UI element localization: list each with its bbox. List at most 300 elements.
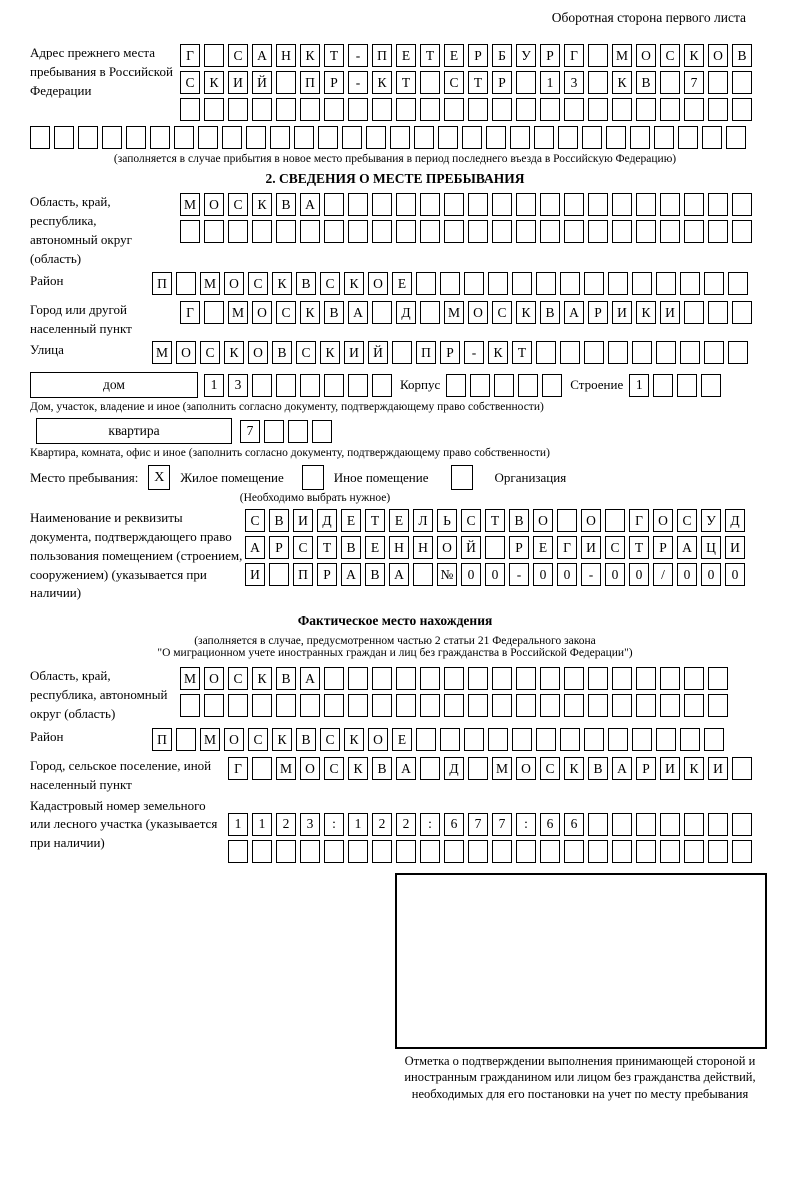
char-cell[interactable] [486, 126, 506, 149]
char-cell[interactable]: В [636, 71, 656, 94]
char-cell[interactable]: С [200, 341, 220, 364]
char-cell[interactable] [324, 220, 344, 243]
char-cell[interactable]: О [437, 536, 457, 559]
checkbox-zhiloe-pomeshchenie[interactable]: X [148, 465, 170, 490]
char-cell[interactable]: К [344, 728, 364, 751]
char-cell[interactable] [677, 374, 697, 397]
char-cell[interactable]: О [204, 193, 224, 216]
char-cell[interactable]: П [152, 728, 172, 751]
char-cell[interactable] [632, 728, 652, 751]
char-cell[interactable] [150, 126, 170, 149]
char-cell[interactable] [420, 98, 440, 121]
char-cell[interactable]: С [605, 536, 625, 559]
char-cell[interactable] [660, 98, 680, 121]
char-cell[interactable] [180, 220, 200, 243]
char-cell[interactable] [608, 341, 628, 364]
char-cell[interactable] [348, 220, 368, 243]
char-cell[interactable] [510, 126, 530, 149]
char-cell[interactable] [708, 193, 728, 216]
char-cell[interactable] [420, 757, 440, 780]
char-cell[interactable]: О [204, 667, 224, 690]
char-cell[interactable] [269, 563, 289, 586]
char-cell[interactable]: К [636, 301, 656, 324]
char-cell[interactable] [204, 98, 224, 121]
char-cell[interactable] [516, 193, 536, 216]
char-cell[interactable] [732, 757, 752, 780]
char-cell[interactable] [588, 840, 608, 863]
char-cell[interactable] [588, 694, 608, 717]
char-cell[interactable] [582, 126, 602, 149]
char-cell[interactable] [732, 220, 752, 243]
char-cell[interactable] [492, 694, 512, 717]
char-cell[interactable] [372, 840, 392, 863]
char-cell[interactable] [348, 98, 368, 121]
char-cell[interactable]: К [272, 728, 292, 751]
char-cell[interactable] [324, 374, 344, 397]
char-cell[interactable] [636, 98, 656, 121]
char-cell[interactable] [612, 220, 632, 243]
char-cell[interactable]: П [152, 272, 172, 295]
char-cell[interactable] [300, 374, 320, 397]
checkbox-organizatsiya[interactable] [451, 465, 473, 490]
char-cell[interactable]: О [252, 301, 272, 324]
char-cell[interactable]: Г [629, 509, 649, 532]
char-cell[interactable] [324, 840, 344, 863]
char-cell[interactable] [612, 840, 632, 863]
char-cell[interactable]: 0 [533, 563, 553, 586]
char-cell[interactable] [176, 272, 196, 295]
char-cell[interactable] [276, 220, 296, 243]
char-cell[interactable] [588, 44, 608, 67]
char-cell[interactable]: М [200, 272, 220, 295]
char-cell[interactable]: С [228, 193, 248, 216]
char-cell[interactable]: 1 [252, 813, 272, 836]
char-cell[interactable]: 1 [629, 374, 649, 397]
char-cell[interactable]: Р [653, 536, 673, 559]
char-cell[interactable] [372, 193, 392, 216]
char-cell[interactable]: К [612, 71, 632, 94]
char-cell[interactable]: У [516, 44, 536, 67]
char-cell[interactable]: Р [440, 341, 460, 364]
char-cell[interactable]: О [708, 44, 728, 67]
char-cell[interactable]: К [204, 71, 224, 94]
char-cell[interactable] [372, 98, 392, 121]
char-cell[interactable]: О [653, 509, 673, 532]
char-cell[interactable] [564, 220, 584, 243]
char-cell[interactable] [324, 98, 344, 121]
char-cell[interactable]: В [296, 272, 316, 295]
char-cell[interactable] [534, 126, 554, 149]
char-cell[interactable]: О [224, 728, 244, 751]
char-cell[interactable] [660, 840, 680, 863]
char-cell[interactable] [372, 220, 392, 243]
char-cell[interactable] [324, 193, 344, 216]
char-cell[interactable] [468, 694, 488, 717]
char-cell[interactable] [420, 694, 440, 717]
char-cell[interactable] [228, 694, 248, 717]
char-cell[interactable] [684, 667, 704, 690]
char-cell[interactable]: Е [341, 509, 361, 532]
char-cell[interactable] [588, 71, 608, 94]
char-cell[interactable] [704, 272, 724, 295]
char-cell[interactable]: В [588, 757, 608, 780]
char-cell[interactable]: И [293, 509, 313, 532]
char-cell[interactable]: - [464, 341, 484, 364]
char-cell[interactable] [252, 757, 272, 780]
char-cell[interactable]: К [300, 44, 320, 67]
char-cell[interactable] [560, 341, 580, 364]
char-cell[interactable] [366, 126, 386, 149]
char-cell[interactable]: В [540, 301, 560, 324]
char-cell[interactable]: С [540, 757, 560, 780]
char-cell[interactable]: М [228, 301, 248, 324]
char-cell[interactable]: О [516, 757, 536, 780]
char-cell[interactable] [564, 667, 584, 690]
char-cell[interactable] [300, 840, 320, 863]
char-cell[interactable] [492, 193, 512, 216]
char-cell[interactable]: Р [269, 536, 289, 559]
char-cell[interactable]: Г [557, 536, 577, 559]
char-cell[interactable] [632, 272, 652, 295]
char-cell[interactable]: М [276, 757, 296, 780]
char-cell[interactable] [660, 71, 680, 94]
char-cell[interactable]: С [444, 71, 464, 94]
char-cell[interactable]: К [488, 341, 508, 364]
char-cell[interactable] [558, 126, 578, 149]
char-cell[interactable] [704, 341, 724, 364]
char-cell[interactable] [564, 193, 584, 216]
char-cell[interactable] [413, 563, 433, 586]
char-cell[interactable] [318, 126, 338, 149]
char-cell[interactable]: Р [509, 536, 529, 559]
char-cell[interactable]: Ь [437, 509, 457, 532]
char-cell[interactable]: 0 [461, 563, 481, 586]
char-cell[interactable] [420, 840, 440, 863]
char-cell[interactable] [656, 272, 676, 295]
char-cell[interactable] [446, 374, 466, 397]
char-cell[interactable] [680, 272, 700, 295]
char-cell[interactable] [276, 694, 296, 717]
char-cell[interactable] [444, 667, 464, 690]
char-cell[interactable]: 2 [276, 813, 296, 836]
char-cell[interactable]: В [269, 509, 289, 532]
char-cell[interactable]: К [252, 193, 272, 216]
char-cell[interactable]: С [293, 536, 313, 559]
char-cell[interactable] [540, 667, 560, 690]
char-cell[interactable]: 0 [725, 563, 745, 586]
char-cell[interactable]: 1 [540, 71, 560, 94]
char-cell[interactable] [324, 667, 344, 690]
char-cell[interactable] [540, 220, 560, 243]
char-cell[interactable]: Й [368, 341, 388, 364]
char-cell[interactable]: А [348, 301, 368, 324]
char-cell[interactable] [390, 126, 410, 149]
char-cell[interactable] [540, 694, 560, 717]
char-cell[interactable]: 1 [204, 374, 224, 397]
char-cell[interactable]: П [372, 44, 392, 67]
char-cell[interactable]: И [581, 536, 601, 559]
char-cell[interactable] [464, 728, 484, 751]
char-cell[interactable]: Р [588, 301, 608, 324]
char-cell[interactable]: 6 [540, 813, 560, 836]
char-cell[interactable] [252, 694, 272, 717]
char-cell[interactable] [540, 840, 560, 863]
char-cell[interactable] [636, 694, 656, 717]
char-cell[interactable]: : [420, 813, 440, 836]
char-cell[interactable] [102, 126, 122, 149]
char-cell[interactable] [444, 98, 464, 121]
char-cell[interactable] [516, 667, 536, 690]
char-cell[interactable] [468, 220, 488, 243]
char-cell[interactable] [485, 536, 505, 559]
char-cell[interactable]: Н [413, 536, 433, 559]
char-cell[interactable] [392, 341, 412, 364]
char-cell[interactable]: О [636, 44, 656, 67]
char-cell[interactable] [468, 667, 488, 690]
char-cell[interactable] [276, 71, 296, 94]
char-cell[interactable] [492, 220, 512, 243]
char-cell[interactable] [684, 98, 704, 121]
char-cell[interactable] [492, 667, 512, 690]
char-cell[interactable] [542, 374, 562, 397]
char-cell[interactable]: О [468, 301, 488, 324]
char-cell[interactable] [654, 126, 674, 149]
char-cell[interactable] [660, 193, 680, 216]
char-cell[interactable]: С [228, 667, 248, 690]
char-cell[interactable] [488, 728, 508, 751]
char-cell[interactable]: Г [564, 44, 584, 67]
char-cell[interactable] [708, 220, 728, 243]
char-cell[interactable] [204, 694, 224, 717]
char-cell[interactable] [684, 694, 704, 717]
checkbox-inoe-pomeshchenie[interactable] [302, 465, 324, 490]
char-cell[interactable]: И [708, 757, 728, 780]
char-cell[interactable]: 7 [492, 813, 512, 836]
char-cell[interactable] [656, 341, 676, 364]
char-cell[interactable] [732, 98, 752, 121]
char-cell[interactable] [516, 840, 536, 863]
char-cell[interactable] [684, 193, 704, 216]
char-cell[interactable] [252, 374, 272, 397]
char-cell[interactable] [728, 341, 748, 364]
char-cell[interactable]: И [344, 341, 364, 364]
char-cell[interactable] [708, 840, 728, 863]
char-cell[interactable]: Р [636, 757, 656, 780]
char-cell[interactable]: С [660, 44, 680, 67]
char-cell[interactable] [557, 509, 577, 532]
char-cell[interactable] [246, 126, 266, 149]
char-cell[interactable]: 3 [228, 374, 248, 397]
char-cell[interactable]: К [684, 757, 704, 780]
char-cell[interactable] [204, 301, 224, 324]
char-cell[interactable]: : [516, 813, 536, 836]
char-cell[interactable] [420, 193, 440, 216]
char-cell[interactable]: К [564, 757, 584, 780]
char-cell[interactable] [660, 220, 680, 243]
char-cell[interactable]: 3 [564, 71, 584, 94]
char-cell[interactable] [420, 71, 440, 94]
char-cell[interactable]: О [533, 509, 553, 532]
char-cell[interactable]: - [348, 71, 368, 94]
char-cell[interactable]: М [180, 193, 200, 216]
char-cell[interactable]: К [344, 272, 364, 295]
char-cell[interactable] [732, 301, 752, 324]
char-cell[interactable]: В [324, 301, 344, 324]
char-cell[interactable]: Е [365, 536, 385, 559]
char-cell[interactable]: А [389, 563, 409, 586]
char-cell[interactable] [560, 728, 580, 751]
char-cell[interactable] [462, 126, 482, 149]
char-cell[interactable]: Г [180, 44, 200, 67]
char-cell[interactable]: В [296, 728, 316, 751]
char-cell[interactable] [276, 840, 296, 863]
char-cell[interactable]: О [368, 728, 388, 751]
char-cell[interactable]: П [416, 341, 436, 364]
char-cell[interactable]: 2 [372, 813, 392, 836]
char-cell[interactable]: В [732, 44, 752, 67]
char-cell[interactable]: Е [396, 44, 416, 67]
char-cell[interactable]: В [372, 757, 392, 780]
char-cell[interactable]: В [272, 341, 292, 364]
char-cell[interactable]: С [492, 301, 512, 324]
char-cell[interactable] [612, 667, 632, 690]
char-cell[interactable]: Ц [701, 536, 721, 559]
char-cell[interactable]: М [492, 757, 512, 780]
char-cell[interactable]: С [320, 272, 340, 295]
char-cell[interactable]: Е [533, 536, 553, 559]
char-cell[interactable]: 0 [701, 563, 721, 586]
char-cell[interactable] [636, 220, 656, 243]
char-cell[interactable]: 7 [468, 813, 488, 836]
char-cell[interactable] [420, 301, 440, 324]
char-cell[interactable] [732, 193, 752, 216]
char-cell[interactable] [468, 193, 488, 216]
char-cell[interactable]: К [252, 667, 272, 690]
char-cell[interactable]: Е [444, 44, 464, 67]
char-cell[interactable] [630, 126, 650, 149]
char-cell[interactable] [396, 667, 416, 690]
char-cell[interactable] [684, 840, 704, 863]
char-cell[interactable]: Б [492, 44, 512, 67]
char-cell[interactable] [612, 813, 632, 836]
char-cell[interactable]: 7 [240, 420, 260, 443]
char-cell[interactable] [126, 126, 146, 149]
char-cell[interactable] [372, 374, 392, 397]
char-cell[interactable]: О [300, 757, 320, 780]
char-cell[interactable]: Т [324, 44, 344, 67]
char-cell[interactable] [342, 126, 362, 149]
char-cell[interactable] [516, 694, 536, 717]
char-cell[interactable]: М [612, 44, 632, 67]
char-cell[interactable] [732, 840, 752, 863]
char-cell[interactable]: - [509, 563, 529, 586]
char-cell[interactable]: Г [180, 301, 200, 324]
char-cell[interactable]: А [300, 193, 320, 216]
char-cell[interactable] [348, 840, 368, 863]
char-cell[interactable] [584, 272, 604, 295]
char-cell[interactable]: А [341, 563, 361, 586]
char-cell[interactable] [440, 272, 460, 295]
char-cell[interactable] [636, 840, 656, 863]
char-cell[interactable] [492, 98, 512, 121]
char-cell[interactable]: О [368, 272, 388, 295]
char-cell[interactable] [444, 193, 464, 216]
char-cell[interactable] [294, 126, 314, 149]
char-cell[interactable] [732, 813, 752, 836]
char-cell[interactable] [540, 98, 560, 121]
char-cell[interactable]: О [224, 272, 244, 295]
char-cell[interactable] [728, 272, 748, 295]
char-cell[interactable] [512, 728, 532, 751]
char-cell[interactable] [488, 272, 508, 295]
char-cell[interactable] [678, 126, 698, 149]
char-cell[interactable]: Д [317, 509, 337, 532]
char-cell[interactable]: С [461, 509, 481, 532]
char-cell[interactable]: А [252, 44, 272, 67]
char-cell[interactable] [300, 694, 320, 717]
char-cell[interactable]: К [684, 44, 704, 67]
char-cell[interactable] [708, 813, 728, 836]
char-cell[interactable]: К [224, 341, 244, 364]
char-cell[interactable]: Р [324, 71, 344, 94]
char-cell[interactable] [608, 728, 628, 751]
char-cell[interactable] [492, 840, 512, 863]
char-cell[interactable]: И [245, 563, 265, 586]
char-cell[interactable] [564, 98, 584, 121]
char-cell[interactable]: Т [396, 71, 416, 94]
char-cell[interactable] [608, 272, 628, 295]
char-cell[interactable] [536, 272, 556, 295]
char-cell[interactable] [252, 840, 272, 863]
char-cell[interactable]: О [176, 341, 196, 364]
char-cell[interactable] [518, 374, 538, 397]
char-cell[interactable]: С [245, 509, 265, 532]
char-cell[interactable] [30, 126, 50, 149]
char-cell[interactable] [684, 813, 704, 836]
char-cell[interactable]: - [581, 563, 601, 586]
char-cell[interactable]: В [509, 509, 529, 532]
char-cell[interactable]: А [300, 667, 320, 690]
char-cell[interactable]: И [612, 301, 632, 324]
char-cell[interactable] [653, 374, 673, 397]
char-cell[interactable] [516, 98, 536, 121]
char-cell[interactable]: И [660, 757, 680, 780]
char-cell[interactable]: У [701, 509, 721, 532]
char-cell[interactable] [252, 220, 272, 243]
char-cell[interactable]: С [677, 509, 697, 532]
char-cell[interactable]: 0 [557, 563, 577, 586]
char-cell[interactable] [684, 220, 704, 243]
char-cell[interactable]: К [348, 757, 368, 780]
char-cell[interactable] [270, 126, 290, 149]
char-cell[interactable] [276, 374, 296, 397]
char-cell[interactable] [78, 126, 98, 149]
char-cell[interactable] [444, 840, 464, 863]
char-cell[interactable] [470, 374, 490, 397]
char-cell[interactable] [540, 193, 560, 216]
char-cell[interactable] [704, 728, 724, 751]
char-cell[interactable]: : [324, 813, 344, 836]
char-cell[interactable]: Т [317, 536, 337, 559]
char-cell[interactable]: Г [228, 757, 248, 780]
char-cell[interactable] [708, 667, 728, 690]
char-cell[interactable]: П [293, 563, 313, 586]
char-cell[interactable] [584, 341, 604, 364]
char-cell[interactable] [396, 220, 416, 243]
char-cell[interactable]: И [660, 301, 680, 324]
char-cell[interactable]: Т [468, 71, 488, 94]
char-cell[interactable]: 0 [629, 563, 649, 586]
